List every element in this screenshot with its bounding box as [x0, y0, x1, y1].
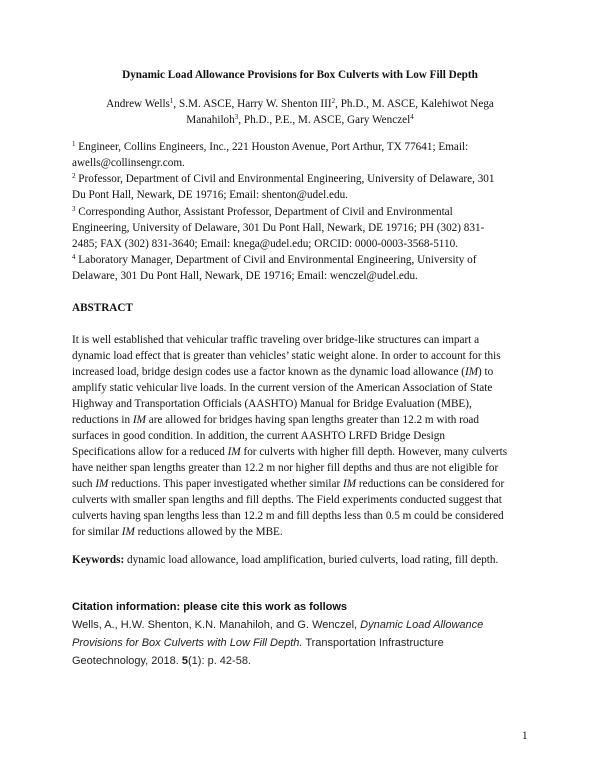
italic-text: IM [121, 526, 135, 538]
abstract-line [72, 332, 528, 348]
abstract-line [72, 364, 528, 380]
affiliation-line: 2485; FAX (302) 831-3640; Email: knega@udel.edu; ORCID: 0000-0003-3568-5110. [72, 238, 458, 250]
affiliation-number: 2 [72, 172, 76, 180]
italic-text: Dynamic Load Allowance [360, 619, 484, 631]
author-text: Andrew Wells [106, 98, 170, 110]
italic-text: IM [132, 414, 146, 426]
text-run: have neither span lengths greater than 12.2 m nor higher fill depths and thus are not eligible for [72, 462, 499, 474]
abstract-line [72, 524, 528, 540]
author-line-1 [72, 96, 528, 112]
abstract-heading: ABSTRACT [72, 302, 133, 314]
affiliation-marker: 1 [169, 97, 174, 105]
abstract-line [72, 412, 528, 428]
text-run: Highway and Transportation Officials (AASHTO) Manual for Bridge Evaluation (MBE), [72, 398, 472, 410]
italic-text: IM [95, 478, 109, 490]
text-run: reductions allowed by the MBE. [134, 526, 283, 538]
affiliation-3 [72, 204, 528, 252]
author-text: , Ph.D., M. ASCE, Kalehiwot Nega [335, 98, 494, 110]
abstract-line [72, 348, 528, 364]
text-run: Geotechnology, 2018. [72, 655, 182, 667]
text-run: (1): p. 42-58. [188, 655, 251, 667]
abstract-line [72, 396, 528, 412]
citation-text [72, 616, 528, 670]
affiliation-number: 3 [72, 205, 76, 213]
abstract-line [72, 380, 528, 396]
citation-line [72, 634, 528, 652]
affiliation-marker: 4 [410, 113, 414, 121]
keywords-line [72, 552, 528, 568]
abstract-line [72, 460, 528, 476]
author-line-2 [72, 112, 528, 128]
affiliation-marker: 3 [234, 113, 239, 121]
text-run: amplify static vehicular live loads. In the current version of the American Association of State [72, 382, 493, 394]
text-run: culverts having span lengths less than 12.2 m and fill depths less than 0.5 m could be considered [72, 510, 504, 522]
abstract-line [72, 444, 528, 460]
bold-text: 5 [181, 655, 189, 667]
author-list [72, 96, 528, 128]
author-text: , S.M. ASCE, Harry W. Shenton III [173, 98, 332, 110]
text-run: reductions. This paper investigated whether similar [108, 478, 344, 490]
affiliation-line: Du Pont Hall, Newark, DE 19716; Email: shenton@udel.edu. [72, 189, 348, 201]
affiliation-1 [72, 139, 528, 171]
affiliation-line: Delaware, 301 Du Pont Hall, Newark, DE 19716; Email: wenczel@udel.edu. [72, 270, 418, 282]
text-run: culverts with smaller span lengths and fill depths. The Field experiments conducted suggest that [72, 494, 502, 506]
citation-line [72, 616, 528, 634]
italic-text: Provisions for Box Culverts with Low Fill Depth. [72, 637, 303, 649]
affiliation-line: Laboratory Manager, Department of Civil and Environmental Engineering, University of [78, 254, 477, 266]
text-run: ) to [478, 366, 494, 378]
text-run: It is well established that vehicular traffic traveling over bridge-like structures can impart a [72, 334, 480, 346]
abstract-line [72, 476, 528, 492]
affiliation-line: Professor, Department of Civil and Environmental Engineering, University of Delaware, 301 [78, 173, 495, 185]
affiliation-marker: 2 [331, 97, 336, 105]
abstract-line [72, 428, 528, 444]
affiliation-line: awells@collinsengr.com. [72, 157, 185, 169]
text-run: for similar [72, 526, 122, 538]
paper-title: Dynamic Load Allowance Provisions for Box Culverts with Low Fill Depth [122, 69, 478, 81]
italic-text: IM [343, 478, 357, 490]
abstract-line [72, 508, 528, 524]
text-run: Wells, A., H.W. Shenton, K.N. Manahiloh, and G. Wenczel, [72, 619, 361, 631]
abstract-body [72, 332, 528, 540]
text-run: reductions in [72, 414, 133, 426]
affiliation-line: Corresponding Author, Assistant Professor, Department of Civil and Environmental [78, 206, 453, 218]
text-run: surfaces in good condition. In addition, the current AASHTO LRFD Bridge Design [72, 430, 445, 442]
text-run: Transportation Infrastructure [302, 637, 444, 649]
page-number: 1 [522, 730, 528, 742]
affiliation-number: 4 [72, 253, 76, 261]
abstract-line [72, 492, 528, 508]
author-text: , Ph.D., P.E., M. ASCE, Gary Wenczel [238, 114, 411, 126]
italic-text: IM [464, 366, 479, 378]
affiliation-2 [72, 171, 528, 203]
keywords-label: Keywords: [72, 554, 125, 566]
affiliation-line: Engineering, University of Delaware, 301 Du Pont Hall, Newark, DE 19716; PH (302) 831- [72, 222, 485, 234]
citation-line [72, 652, 528, 670]
citation-heading: Citation information: please cite this work as follows [72, 601, 348, 613]
text-run: for culverts with higher fill depth. However, many culverts [240, 446, 508, 458]
text-run: Specifications allow for a reduced [72, 446, 228, 458]
text-run: increased load, bridge design codes use a factor known as the dynamic load allowance ( [72, 366, 465, 378]
keywords-text: dynamic load allowance, load amplification, buried culverts, load rating, fill depth. [124, 554, 499, 566]
text-run: reductions can be considered for [356, 478, 505, 490]
affiliation-4 [72, 252, 528, 284]
text-run: are allowed for bridges having span lengths greater than 12.2 m with road [145, 414, 479, 426]
affiliation-line: Engineer, Collins Engineers, Inc., 221 Houston Avenue, Port Arthur, TX 77641; Email: [78, 141, 469, 153]
italic-text: IM [227, 446, 241, 458]
author-text: Manahiloh [186, 114, 235, 126]
affiliation-number: 1 [72, 140, 76, 148]
text-run: dynamic load effect that is greater than vehicles’ static weight alone. In order to account for this [72, 350, 501, 362]
text-run: such [72, 478, 96, 490]
